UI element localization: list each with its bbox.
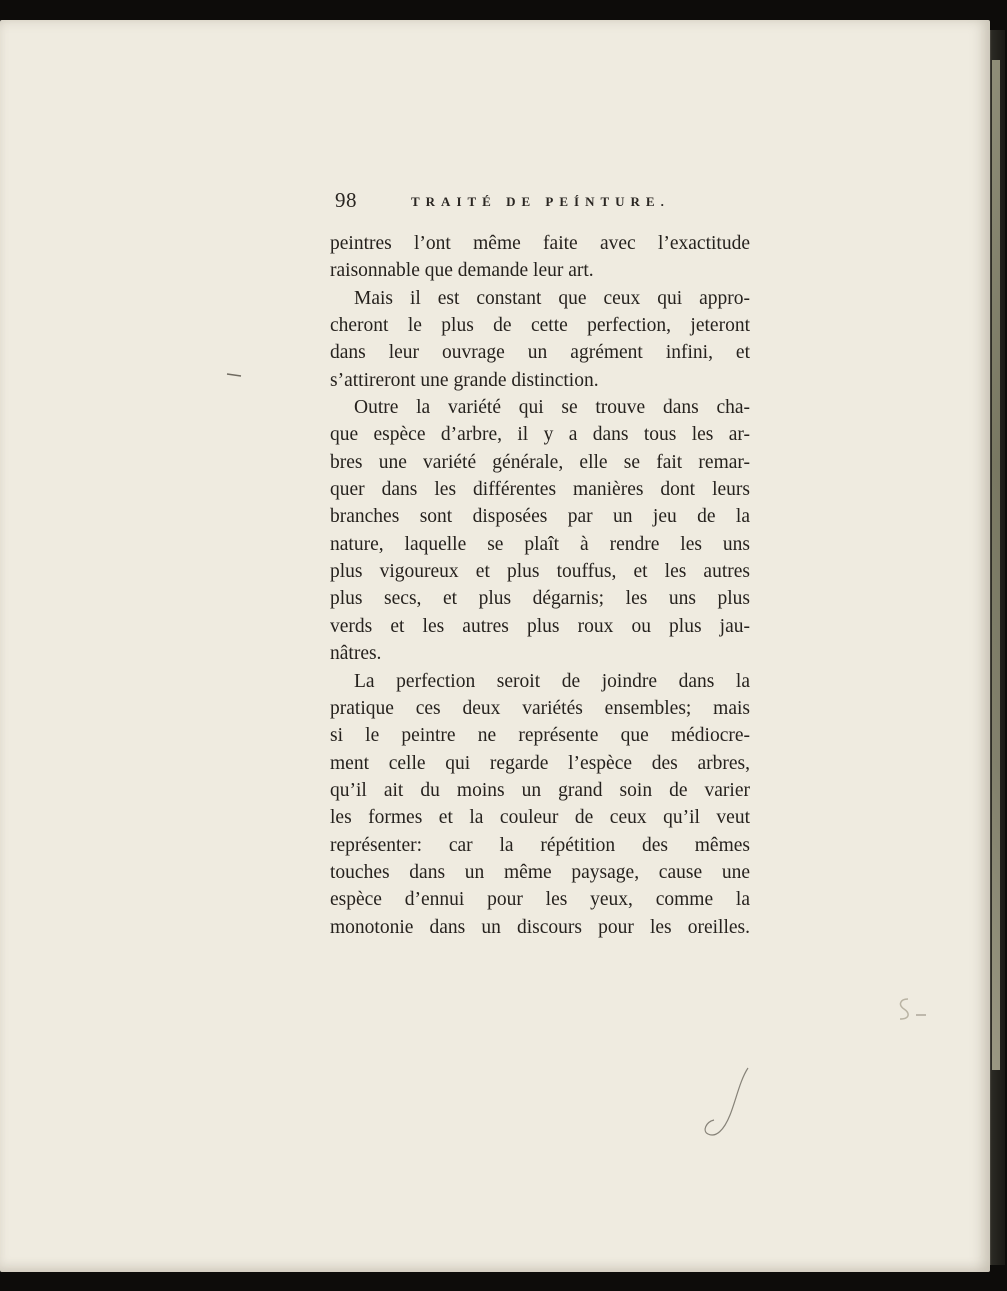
- text-line: que espèce d’arbre, il y a dans tous les ar-: [330, 424, 750, 446]
- text-line: s’attireront une grande distinction.: [330, 369, 599, 391]
- text-line: cheront le plus de cette perfection, jeteront: [330, 315, 750, 337]
- body-text: [330, 230, 750, 941]
- text-line: quer dans les différentes manières dont leurs: [330, 479, 750, 501]
- text-line: espèce d’ennui pour les yeux, comme la: [330, 889, 750, 911]
- text-line: raisonnable que demande leur art.: [330, 260, 594, 282]
- running-head: TRAITÉ DE PEÍNTURE.: [411, 194, 670, 209]
- text-line: Outre la variété qui se trouve dans cha-: [354, 397, 750, 419]
- text-line: nâtres.: [330, 643, 382, 665]
- text-line: qu’il ait du moins un grand soin de varier: [330, 779, 750, 801]
- page-number: 98: [335, 188, 357, 212]
- margin-dash-mark: [225, 368, 245, 378]
- text-line: si le peintre ne représente que médiocre-: [330, 725, 750, 747]
- text-line: bres une variété générale, elle se fait remar-: [330, 451, 750, 473]
- faint-show-through-mark: [890, 995, 930, 1025]
- text-line: La perfection seroit de joindre dans la: [354, 670, 750, 692]
- text-line: peintres l’ont même faite avec l’exactitude: [330, 233, 750, 254]
- text-line: Mais il est constant que ceux qui appro-: [354, 287, 750, 309]
- text-line: monotonie dans un discours pour les oreilles.: [330, 916, 750, 938]
- text-line: nature, laquelle se plaît à rendre les uns: [330, 533, 750, 555]
- text-line: plus secs, et plus dégarnis; les uns plus: [330, 588, 750, 610]
- text-line: plus vigoureux et plus touffus, et les autres: [330, 561, 750, 583]
- text-line: touches dans un même paysage, cause une: [330, 861, 750, 883]
- text-line: ment celle qui regarde l’espèce des arbres,: [330, 752, 750, 774]
- text-line: branches sont disposées par un jeu de la: [330, 506, 750, 528]
- stray-fiber-mark: [690, 1060, 760, 1150]
- text-line: les formes et la couleur de ceux qu’il veut: [330, 807, 750, 829]
- text-line: verds et les autres plus roux ou plus jau-: [330, 615, 750, 637]
- stacked-pages-edge: [992, 60, 1000, 1070]
- page-header: [335, 188, 755, 212]
- text-line: dans leur ouvrage un agrément infini, et: [330, 342, 750, 364]
- text-line: représenter: car la répétition des mêmes: [330, 834, 750, 856]
- text-line: pratique ces deux variétés ensembles; mais: [330, 697, 750, 719]
